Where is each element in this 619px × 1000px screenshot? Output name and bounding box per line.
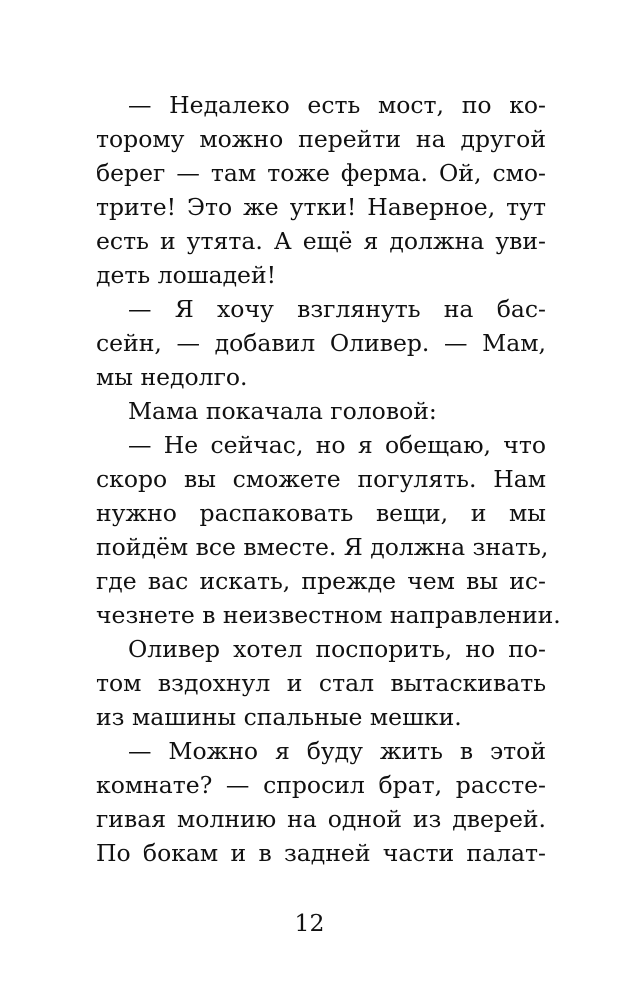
page-number: 12 (294, 909, 325, 937)
text-line: нужно распаковать вещи, и мы (96, 499, 546, 527)
text-line: скоро вы сможете погулять. Нам (96, 465, 546, 493)
text-line: пойдём все вместе. Я должна знать, (96, 533, 549, 561)
text-line: гивая молнию на одной из дверей. (96, 805, 546, 833)
text-line: — Можно я буду жить в этой (128, 737, 546, 765)
text-line: Оливер хотел поспорить, но по- (128, 635, 546, 663)
text-line: — Не сейчас, но я обещаю, что (128, 431, 546, 459)
page-text (96, 88, 561, 870)
text-line: сейн, — добавил Оливер. — Мам, (96, 329, 546, 357)
text-line: трите! Это же утки! Наверное, тут (96, 193, 546, 221)
text-line: из машины спальные мешки. (96, 703, 462, 731)
text-line: берег — там тоже ферма. Ой, смо- (96, 159, 546, 187)
text-line: деть лошадей! (96, 261, 277, 289)
text-line: Мама покачала головой: (128, 397, 437, 425)
text-line: торому можно перейти на другой (96, 125, 546, 153)
text-line: комнате? — спросил брат, рассте- (96, 771, 546, 799)
text-line: мы недолго. (96, 363, 248, 391)
text-line: есть и утята. А ещё я должна уви- (96, 227, 546, 255)
text-line: том вздохнул и стал вытаскивать (96, 669, 546, 697)
text-line: По бокам и в задней части палат- (96, 839, 546, 867)
text-line: — Недалеко есть мост, по ко- (128, 91, 546, 119)
text-line: — Я хочу взглянуть на бас- (128, 295, 546, 323)
text-line: где вас искать, прежде чем вы ис- (96, 567, 546, 595)
text-line: чезнете в неизвестном направлении. (96, 601, 561, 629)
